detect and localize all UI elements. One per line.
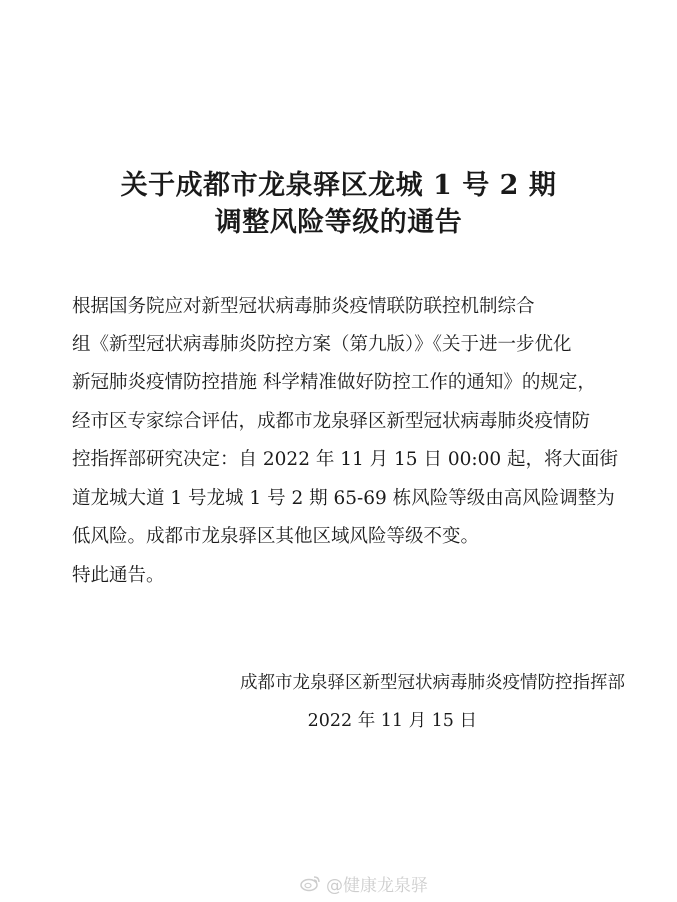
body-line-3: 新冠肺炎疫情防控措施 科学精准做好防控工作的通知》的规定， (72, 372, 596, 393)
body-line-7: 低风险。成都市龙泉驿区其他区域风险等级不变。 (72, 526, 480, 547)
body-line-2: 组《新型冠状病毒肺炎防控方案（第九版）》《关于进一步优化 (72, 334, 572, 355)
watermark-text: @健康龙泉驿 (326, 875, 428, 896)
notice-title-line-2: 调整风险等级的通告 (214, 207, 463, 238)
body-line-5: 控指挥部研究决定：自 2022 年 11 月 15 日 00:00 起，将大面街 (72, 449, 619, 470)
notice-title-line-1: 关于成都市龙泉驿区龙城 1 号 2 期 (120, 170, 557, 201)
body-line-8: 特此通告。 (72, 565, 165, 586)
body-line-6: 道龙城大道 1 号龙城 1 号 2 期 65-69 栋风险等级由高风险调整为 (72, 488, 615, 509)
watermark (300, 872, 428, 894)
body-line-1: 根据国务院应对新型冠状病毒肺炎疫情联防联控机制综合 (72, 296, 535, 317)
body-line-4: 经市区专家综合评估，成都市龙泉驿区新型冠状病毒肺炎疫情防 (72, 411, 591, 432)
issue-date: 2022 年 11 月 15 日 (307, 711, 477, 731)
issuer-signature: 成都市龙泉驿区新型冠状病毒肺炎疫情防控指挥部 (240, 673, 625, 693)
weibo-icon (300, 874, 322, 892)
